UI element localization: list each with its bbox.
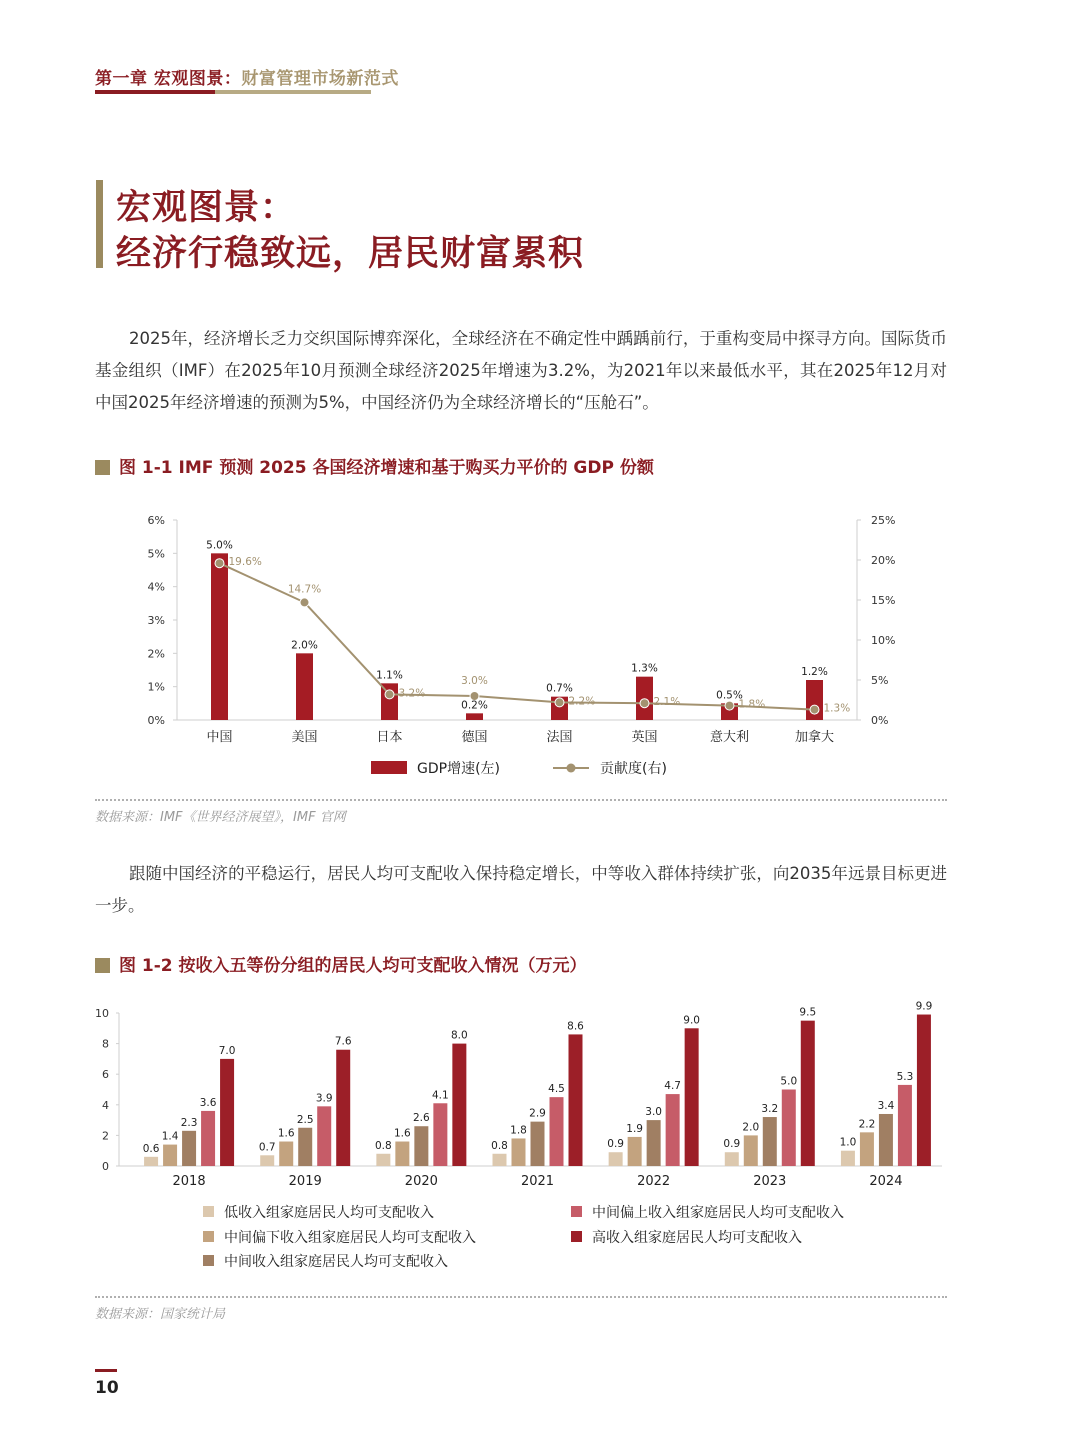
figure2-title-text: 图 1-2 按收入五等份分组的居民人均可支配收入情况（万元） [119,956,587,976]
page-title-line2: 经济行稳致远，居民财富累积 [116,234,585,274]
income-bar [182,1131,196,1166]
left-tick-label: 5% [147,547,165,561]
income-bar [782,1090,796,1167]
income-bar [414,1126,428,1166]
contribution-label: 19.6% [228,556,262,569]
income-bar [763,1117,777,1166]
title-accent-bar [96,180,103,268]
income-bar [220,1059,234,1166]
intro-paragraph [95,323,947,419]
income-bar-label: 2.5 [296,1113,314,1126]
contribution-label: 2.2% [568,695,596,708]
legend-label: 中间收入组家庭居民人均可支配收入 [224,1254,448,1270]
y-tick-label: 4 [102,1098,109,1112]
right-tick-label: 25% [871,514,896,527]
left-tick-label: 3% [147,614,165,627]
chapter-label: 第一章 [95,69,148,89]
legend-line-label: 贡献度(右) [600,761,667,777]
income-bar [898,1085,912,1166]
legend-bar-label: GDP增速(左) [417,761,500,777]
income-chart [95,995,955,1285]
gdp-bar-label: 1.2% [801,666,828,678]
income-bar-label: 9.0 [683,1014,700,1027]
income-text: 跟随中国经济的平稳运行，居民人均可支配收入保持稳定增长，中等收入群体持续扩张，向2035年远景目标更进一步。 [95,864,947,915]
header-rule-red [95,90,215,94]
figure1-divider [95,799,947,801]
income-bar-label: 2.9 [529,1107,546,1120]
income-chart-bars [143,1001,933,1189]
year-label: 2018 [172,1174,206,1189]
income-bar-label: 0.8 [491,1139,508,1152]
legend-label: 高收入组家庭居民人均可支配收入 [592,1230,802,1246]
income-bar [725,1152,739,1166]
income-bar [860,1132,874,1166]
income-bar [317,1106,331,1166]
chapter-subtitle: 财富管理市场新范式 [241,69,399,89]
year-label: 2023 [753,1174,787,1189]
contribution-point [385,690,394,699]
income-bar-label: 8.6 [567,1020,584,1033]
figure1-title [95,453,654,478]
left-tick-label: 4% [147,580,165,594]
income-bar [279,1142,293,1166]
income-bar-label: 3.6 [199,1096,217,1109]
category-label: 加拿大 [794,730,835,745]
figure2-source: 数据来源：国家统计局 [95,1307,226,1322]
category-label: 日本 [376,730,403,745]
income-bar-label: 8.0 [451,1029,468,1042]
income-bar [550,1097,564,1166]
figure1-title-text: 图 1-1 IMF 预测 2025 各国经济增速和基于购买力平价的 GDP 份额 [119,458,654,478]
legend-swatch [203,1255,214,1266]
contribution-point [725,701,734,710]
income-bar-label: 1.6 [394,1127,411,1140]
intro-text: 2025年，经济增长乏力交织国际博弈深化，全球经济在不确定性中踽踽前行，于重构变局中探寻方向。国际货币基金组织（IMF）在2025年10月预测全球经济2025年增速为3.2%，为2021年以来最低水平，其在2025年12月对中国2025年经济增速的预测为5%，中国经济仍为全球经济增长的“压舱石”。 [95,329,947,412]
income-bar-label: 3.0 [645,1106,662,1119]
gdp-bar-label: 2.0% [291,639,318,652]
gdp-chart [95,500,955,790]
gdp-bar-label: 1.3% [631,662,658,675]
income-bar [917,1015,931,1166]
category-label: 中国 [206,730,233,745]
contribution-label: 3.0% [461,675,488,687]
contribution-point [300,598,309,607]
chapter-section: 宏观图景： [153,69,242,89]
contribution-point [555,698,564,707]
contribution-label: 1.3% [823,702,851,715]
legend-swatch [203,1206,214,1217]
page-number: 10 [95,1378,119,1398]
gdp-chart-legend [371,760,667,777]
gdp-bar-label: 5.0% [206,539,233,552]
income-bar-label: 4.5 [548,1083,565,1096]
income-bar-label: 1.6 [277,1127,295,1140]
year-label: 2020 [404,1174,438,1189]
legend-label: 中间偏下收入组家庭居民人均可支配收入 [224,1230,476,1246]
income-bar-label: 7.6 [334,1035,352,1048]
income-bar-label: 3.2 [761,1103,779,1116]
figure2-title [95,951,587,976]
income-bar-label: 4.1 [432,1089,449,1102]
header-rule-gold [215,90,371,94]
y-tick-label: 0 [102,1160,109,1173]
gdp-chart-axes [148,514,896,727]
income-bar-label: 0.9 [607,1138,624,1151]
right-tick-label: 15% [871,594,896,607]
legend-label: 低收入组家庭居民人均可支配收入 [224,1205,434,1221]
contribution-label: 1.8% [738,698,766,711]
income-bar-label: 5.3 [896,1070,914,1083]
income-bar-label: 0.7 [258,1141,276,1154]
contribution-label: 2.1% [653,696,681,709]
income-bar-label: 1.9 [626,1122,643,1135]
figure1-source: 数据来源：IMF《世界经济展望》，IMF 官网 [95,810,346,825]
income-bar [512,1138,526,1166]
income-bar [493,1154,507,1166]
income-bar [609,1152,623,1166]
chapter-header [95,64,399,89]
income-bar-label: 0.8 [375,1139,392,1152]
y-tick-label: 2 [102,1129,109,1143]
contribution-point [215,559,224,568]
year-label: 2022 [637,1174,671,1189]
figure2-divider [95,1296,947,1298]
legend-swatch [571,1206,582,1217]
contribution-point [810,705,819,714]
right-tick-label: 5% [871,674,889,687]
income-bar-label: 5.0 [780,1075,798,1088]
legend-swatch [203,1231,214,1242]
income-bar-label: 2.0 [742,1121,760,1134]
income-bar [260,1155,274,1166]
income-chart-legend [203,1204,844,1270]
page-number-rule [95,1369,117,1372]
income-bar-label: 0.9 [723,1138,741,1151]
y-tick-label: 10 [95,1007,109,1020]
income-bar-label: 9.5 [799,1006,817,1019]
income-bar [395,1142,409,1166]
income-bar-label: 1.4 [161,1130,179,1143]
income-bar [144,1157,158,1166]
income-bar [628,1137,642,1166]
income-bar [569,1034,583,1166]
right-tick-label: 20% [871,554,896,567]
y-tick-label: 8 [102,1037,109,1051]
legend-swatch [571,1231,582,1242]
right-tick-label: 10% [871,634,896,647]
income-bar-label: 7.0 [218,1044,236,1057]
year-label: 2024 [869,1174,903,1189]
income-bar [744,1135,758,1166]
income-bar-label: 2.2 [858,1118,876,1131]
legend-label: 中间偏上收入组家庭居民人均可支配收入 [592,1205,844,1221]
gdp-bar-label: 1.1% [376,669,403,682]
income-bar-label: 9.9 [915,1000,933,1013]
income-bar [376,1154,390,1166]
income-bar-label: 2.3 [180,1116,198,1129]
income-bar [201,1111,215,1166]
category-label: 美国 [291,730,318,745]
income-bar [879,1114,893,1166]
income-paragraph [95,858,947,922]
income-bar [298,1128,312,1166]
income-bar-label: 1.0 [839,1136,857,1149]
contribution-label: 3.2% [398,687,426,700]
right-tick-label: 0% [871,714,889,727]
income-bar [163,1145,177,1166]
income-bar [531,1122,545,1166]
income-bar [452,1044,466,1166]
gdp-bar-label: 0.5% [716,689,743,702]
income-bar [647,1120,661,1166]
figure-marker-icon [95,460,110,475]
figure-marker-icon [95,958,110,973]
income-bar [666,1094,680,1166]
legend-line-marker [567,764,576,773]
gdp-bar [296,653,313,720]
left-tick-label: 2% [147,647,165,661]
income-bar-label: 3.4 [877,1099,895,1112]
income-bar-label: 1.8 [510,1124,527,1137]
left-tick-label: 0% [147,714,165,727]
category-label: 德国 [461,730,488,745]
gdp-bar [466,713,483,720]
contribution-point [640,699,649,708]
income-bar-label: 4.7 [664,1080,681,1093]
left-tick-label: 1% [147,680,165,694]
income-bar [801,1021,815,1166]
year-label: 2019 [288,1174,322,1189]
category-label: 法国 [546,730,573,745]
category-label: 英国 [631,730,658,745]
legend-bar-swatch [371,761,407,774]
year-label: 2021 [520,1174,555,1189]
gdp-bar-label: 0.7% [546,682,573,695]
y-tick-label: 6 [102,1068,109,1082]
income-bar [433,1103,447,1166]
income-bar [336,1050,350,1166]
income-bar-label: 0.6 [142,1142,160,1155]
gdp-bar-label: 0.2% [461,699,488,712]
income-bar-label: 2.6 [413,1112,430,1125]
income-bar [841,1151,855,1166]
gdp-bar [211,553,228,720]
contribution-label: 14.7% [287,583,322,596]
category-label: 意大利 [709,730,750,745]
page-title-line1: 宏观图景： [116,188,297,228]
left-tick-label: 6% [147,514,165,527]
income-bar [685,1028,699,1166]
income-bar-label: 3.9 [315,1092,333,1105]
